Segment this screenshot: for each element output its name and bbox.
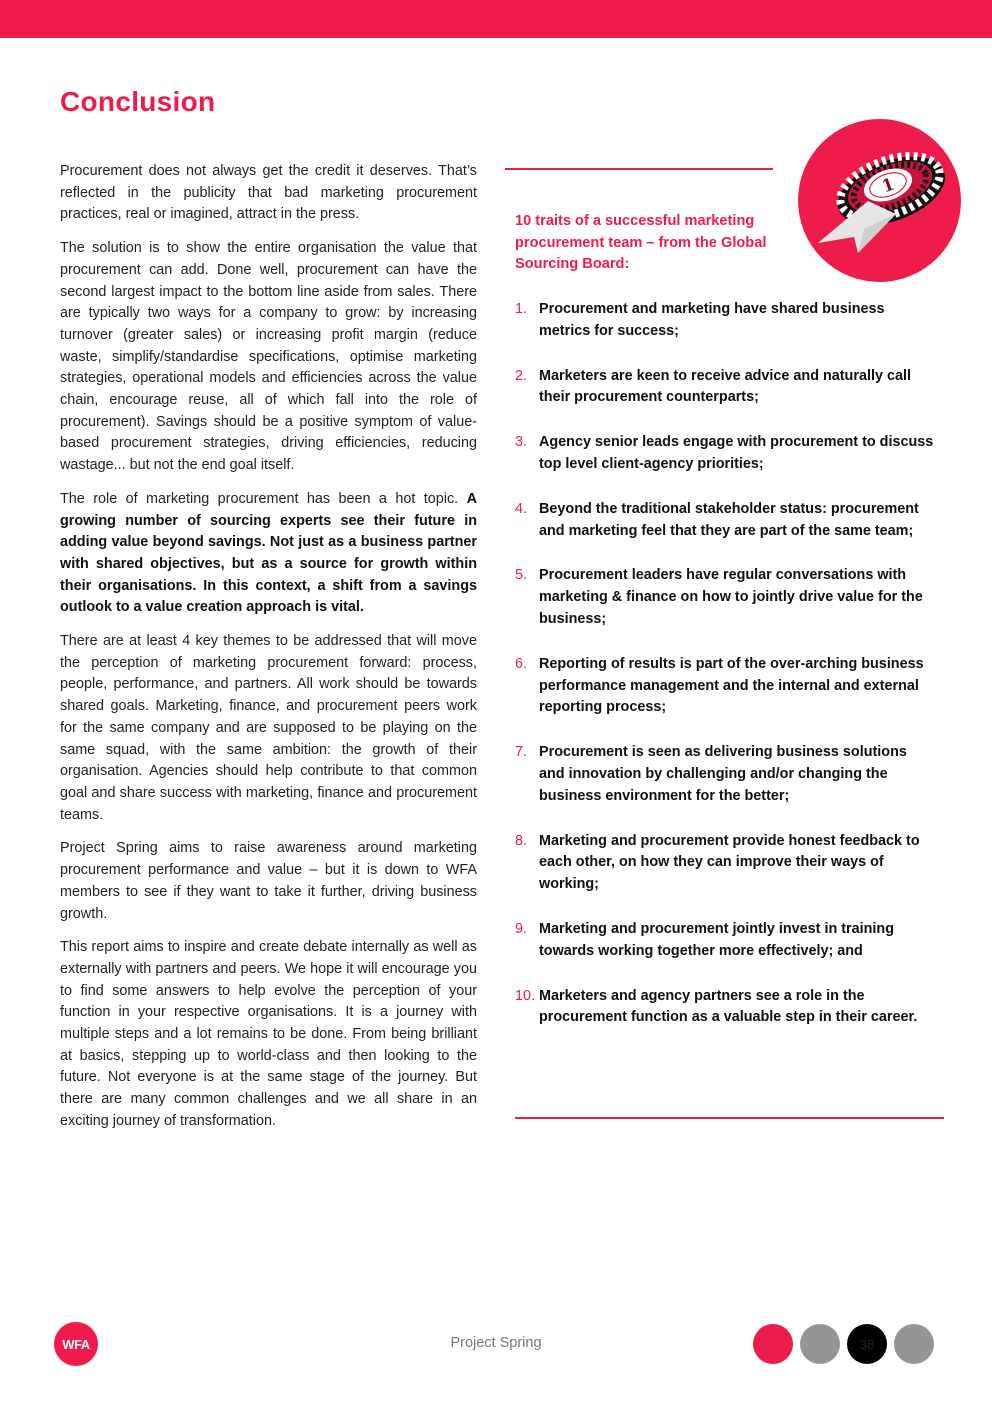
- paragraph-emphasis: A growing number of sourcing experts see their future in adding value beyond savings. Not just as a business partner with shared objectives, but as a source for growth within their organisations. In this context, a shift from a savings outlook to a value creation approach is vital.: [60, 490, 477, 616]
- rosette-award-icon: [798, 119, 961, 282]
- item-number: 9.: [515, 920, 528, 937]
- paragraph-intro: The role of marketing procurement has been a hot topic.: [60, 490, 467, 507]
- nav-dot-grey: [800, 1324, 840, 1364]
- list-item: [515, 565, 935, 630]
- list-item: [515, 919, 935, 963]
- paragraph: There are at least 4 key themes to be addressed that will move the perception of marketing procurement forward: process, people, performance, and partners. All work should be towards shared goals. Marketing, finance, and procurement peers work for the same company and are supposed to be playing on the same squad, with the same ambition: the growth of their organisation. Agencies should help contribute to that common goal and share success with marketing, finance and procurement teams.: [60, 633, 477, 823]
- nav-dot-red: [753, 1324, 793, 1364]
- item-text: Marketing and procurement provide honest feedback to each other, on how they can improve their ways of working;: [539, 832, 920, 893]
- item-number: 1.: [515, 301, 528, 317]
- list-item: [515, 986, 935, 1030]
- item-text: Marketers are keen to receive advice and naturally call their procurement counterparts;: [539, 367, 911, 406]
- list-item: [515, 831, 935, 896]
- item-text: Agency senior leads engage with procurement to discuss top level client-agency priorities;: [539, 434, 934, 472]
- traits-title: 10 traits of a successful marketing procurement team – from the Global Sourcing Board:: [515, 213, 767, 273]
- paragraph: This report aims to inspire and create debate internally as well as externally with partners and peers. We hope it will encourage you to find some answers to help evolve the perception of your function in your respective organisations. It is a journey with multiple steps and a lot remains to be done. From being brilliant at basics, stepping up to world-class and then looking to the future. Not everyone is at the same stage of the journey. But there are many common challenges and we all share in an exciting journey of transformation.: [60, 939, 477, 1129]
- item-text: Procurement and marketing have shared business metrics for success;: [539, 301, 885, 339]
- paragraph: The solution is to show the entire organisation the value that procurement can add. Done well, procurement can have the second largest impact to the bottom line aside from sales. There are typically two ways for a company to grow: by increasing turnover (greater sales) or increasing profit margin (reduce waste, simplify/standardise specifications, optimise marketing strategies, operational models and efficiencies across the value chain, encourage reuse, all of which fall into the role of procurement). Savings should be a positive symptom of value-based procurement strategies, driving efficiencies, reducing wastage... but not the end goal itself.: [60, 240, 477, 474]
- list-item: [515, 654, 935, 719]
- wfa-logo: WFA: [54, 1322, 98, 1366]
- item-text: Procurement is seen as delivering business solutions and innovation by challenging and/or changing the business environment for the better;: [539, 744, 907, 804]
- item-number: 7.: [515, 744, 528, 761]
- item-text: Marketing and procurement jointly invest in training towards working together more effectively; and: [539, 920, 895, 959]
- paragraph: Procurement does not always get the credit it deserves. That’s reflected in the publicity that bad marketing procurement practices, real or imagined, attract in the press.: [60, 163, 477, 223]
- item-text: Marketers and agency partners see a role in the procurement function as a valuable step in their career.: [539, 987, 918, 1026]
- page-title: Conclusion: [60, 86, 216, 117]
- item-text: Reporting of results is part of the over-arching business performance management and the internal and external reporting process;: [539, 655, 924, 716]
- list-item: [515, 742, 935, 807]
- item-text: Beyond the traditional stakeholder status: procurement and marketing feel that they are part of the same team;: [539, 500, 919, 539]
- paragraph: Project Spring aims to raise awareness around marketing procurement performance and value – but it is down to WFA members to see if they want to take it further, driving business growth.: [60, 840, 477, 922]
- item-number: 5.: [515, 567, 528, 584]
- traits-list: [515, 299, 935, 1052]
- paragraph: [60, 489, 477, 619]
- page-number: 38: [847, 1324, 887, 1364]
- nav-dot-grey: [894, 1324, 934, 1364]
- divider-bottom: [515, 1117, 944, 1119]
- item-number: 2.: [515, 367, 528, 384]
- svg-text:1: 1: [879, 174, 898, 198]
- item-number: 3.: [515, 434, 528, 451]
- item-number: 4.: [515, 500, 528, 517]
- top-accent-bar: [0, 0, 992, 38]
- list-item: [515, 299, 935, 343]
- list-item: [515, 366, 935, 410]
- body-text: [60, 161, 477, 1145]
- item-text: Procurement leaders have regular conversations with marketing & finance on how to jointly drive value for the business;: [539, 567, 923, 627]
- list-item: [515, 499, 935, 543]
- item-number: 6.: [515, 655, 528, 672]
- divider-top: [505, 168, 773, 170]
- item-number: 10.: [515, 987, 536, 1004]
- list-item: [515, 432, 935, 476]
- item-number: 8.: [515, 832, 528, 849]
- footer-title: Project Spring: [450, 1335, 542, 1351]
